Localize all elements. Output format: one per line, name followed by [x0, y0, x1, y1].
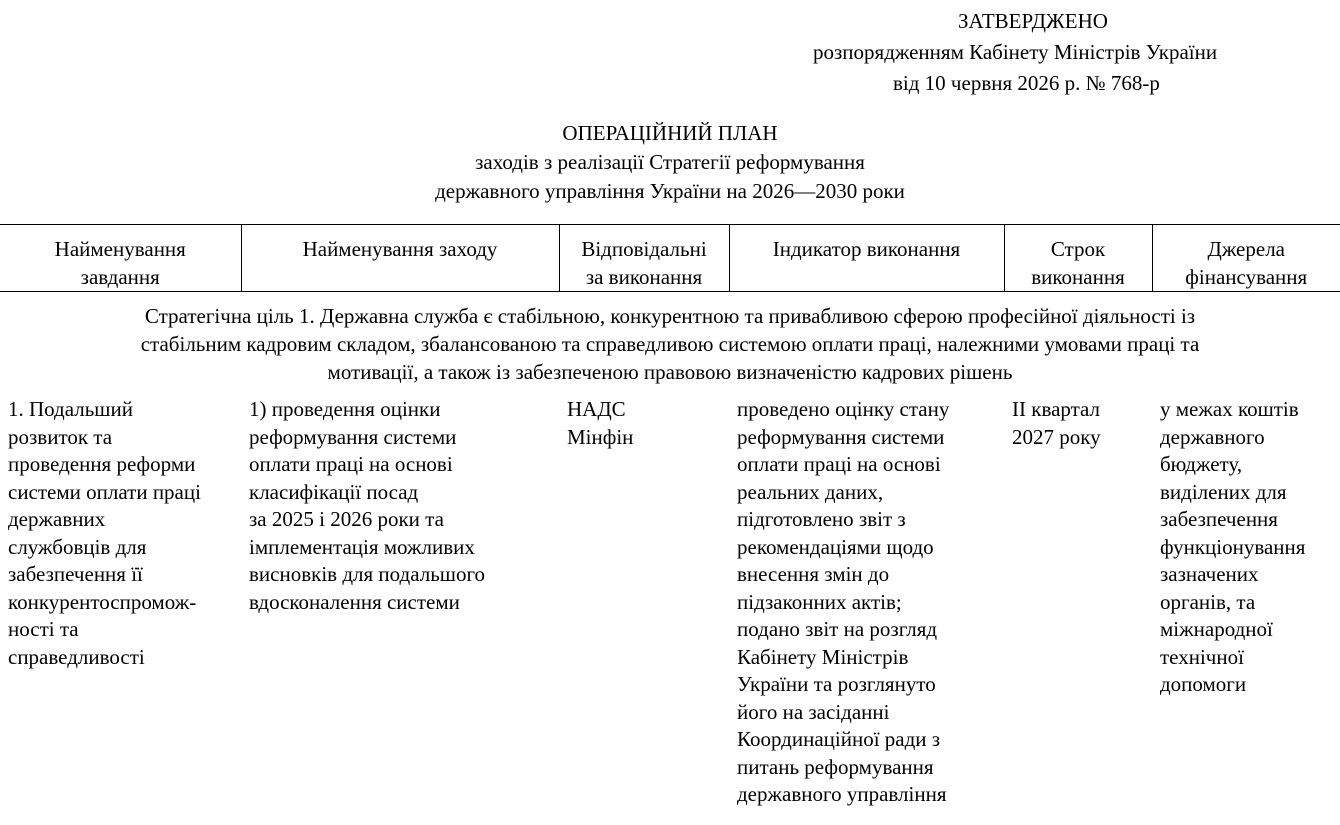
cell-text-line: проведено оцінку стану	[737, 397, 950, 421]
cell-indicator	[729, 396, 1004, 809]
cell-text-line: ІІ квартал	[1012, 397, 1101, 421]
cell-text-line: реальних даних,	[737, 479, 884, 504]
cell-text-line: 1) проведення оцінки	[249, 397, 441, 421]
cell-text-line: бюджету,	[1160, 452, 1243, 476]
cell-text-line: органів, та	[1160, 589, 1256, 614]
cell-text-line: підготовлено звіт з	[737, 507, 906, 531]
cell-task	[0, 396, 241, 809]
cell-text-line: міжнародної	[1160, 617, 1273, 641]
cell-text-line: державних	[8, 507, 106, 531]
header-indicator: Індикатор виконання	[729, 225, 1004, 292]
approval-date-number: від 10 червня 2026 р. № 768-р	[893, 71, 1160, 95]
cell-text-line: реформування системи	[249, 424, 457, 449]
cell-text-line: України та розглянуто	[737, 672, 936, 696]
header-deadline: Строк виконання	[1004, 225, 1152, 292]
approval-heading: ЗАТВЕРДЖЕНО	[958, 9, 1108, 33]
cell-text-line: технічної	[1160, 644, 1244, 669]
cell-text-line: його на засіданні	[737, 699, 890, 724]
cell-text-line: проведення реформи	[8, 452, 196, 476]
header-task: Найменування завдання	[0, 225, 241, 292]
cell-text-line: державного управління	[737, 782, 947, 806]
title-line-3: державного управління України на 2026—2030 роки	[435, 179, 905, 203]
strategic-goal-row	[0, 292, 1340, 397]
header-responsible: Відповідальні за виконання	[559, 225, 729, 292]
header-funding: Джерела фінансування	[1152, 225, 1340, 292]
cell-text-line: внесення змін до	[737, 562, 890, 586]
cell-measure	[241, 396, 559, 809]
cell-text-line: державного	[1160, 424, 1265, 449]
cell-text-line: ності та	[8, 617, 79, 641]
cell-responsible	[559, 396, 729, 809]
cell-text-line: питань реформування	[737, 754, 934, 779]
cell-text-line: допомоги	[1160, 672, 1247, 696]
cell-text-line: справедливості	[8, 644, 145, 669]
cell-text-line: розвиток та	[8, 424, 113, 449]
cell-text-line: класифікації посад	[249, 479, 419, 504]
table-header-row	[0, 225, 1340, 292]
cell-text-line: системи оплати праці	[8, 479, 201, 504]
cell-text-line: виділених для	[1160, 479, 1287, 504]
cell-text-line: висновків для подальшого	[249, 562, 486, 586]
approval-authority: розпорядженням Кабінету Міністрів України	[813, 40, 1218, 64]
table-row	[0, 396, 1340, 809]
cell-text-line: у межах коштів	[1160, 397, 1299, 421]
cell-text-line: службовців для	[8, 534, 147, 559]
cell-deadline	[1004, 396, 1152, 809]
document-title	[0, 119, 1340, 206]
cell-text-line: імплементація можливих	[249, 534, 475, 559]
cell-text-line: Мінфін	[567, 424, 634, 449]
cell-funding	[1152, 396, 1340, 809]
cell-text-line: 1. Подальший	[8, 397, 133, 421]
cell-text-line: забезпечення	[1160, 507, 1278, 531]
cell-text-line: зазначених	[1160, 562, 1259, 586]
cell-text-line: за 2025 і 2026 роки та	[249, 507, 444, 531]
cell-text-line: подано звіт на розгляд	[737, 617, 938, 641]
header-measure: Найменування заходу	[241, 225, 559, 292]
title-line-2: заходів з реалізації Стратегії реформування	[475, 150, 865, 174]
strategic-goal-text: Стратегічна ціль 1. Державна служба є стабільною, конкурентною та привабливою сферою професійної діяльності із стабільним кадровим складом, збалансованою та справедливою системою оплати праці, належними умовами праці та мотивації, а також із забезпеченою правовою визначеністю кадрових рішень	[140, 304, 1200, 384]
cell-text-line: підзаконних актів;	[737, 589, 902, 614]
cell-text-line: конкурентоспромож-	[8, 589, 197, 614]
cell-text-line: вдосконалення системи	[249, 589, 460, 614]
cell-text-line: оплати праці на основі	[249, 452, 453, 476]
cell-text-line: НАДС	[567, 397, 626, 421]
cell-text-line: забезпечення її	[8, 562, 143, 586]
cell-text-line: реформування системи	[737, 424, 945, 449]
cell-text-line: функціонування	[1160, 534, 1306, 559]
cell-text-line: Кабінету Міністрів	[737, 644, 909, 669]
operational-plan-table	[0, 224, 1340, 809]
cell-text-line: 2027 року	[1012, 424, 1101, 449]
title-line-1: ОПЕРАЦІЙНИЙ ПЛАН	[562, 121, 778, 145]
cell-text-line: оплати праці на основі	[737, 452, 941, 476]
cell-text-line: Координаційної ради з	[737, 727, 941, 751]
cell-text-line: рекомендаціями щодо	[737, 534, 934, 559]
